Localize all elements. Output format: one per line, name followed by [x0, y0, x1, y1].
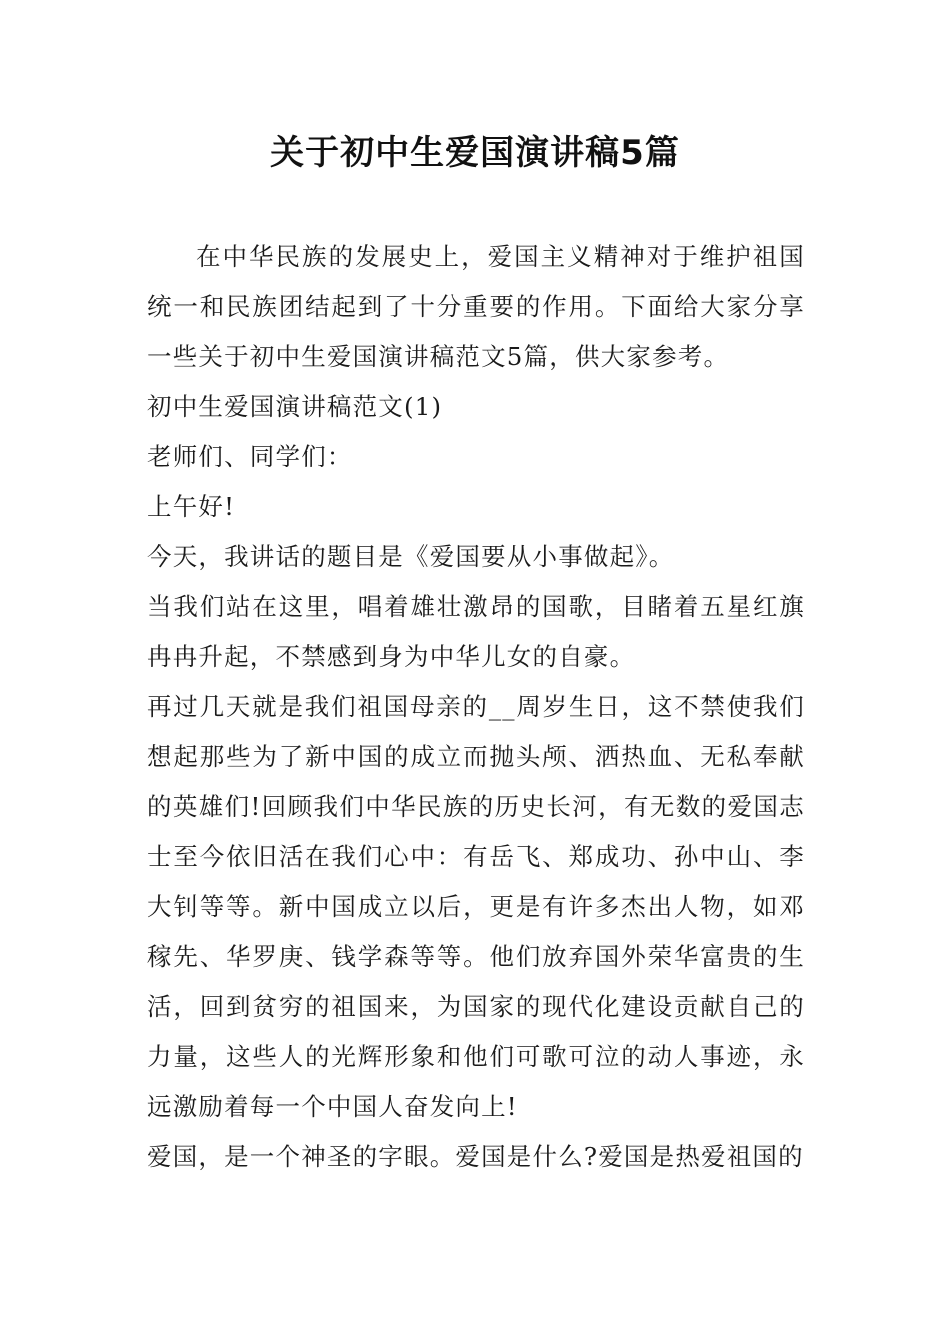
document-title: 关于初中生爱国演讲稿5篇	[270, 133, 680, 173]
body-paragraph: 再过几天就是我们祖国母亲的__周岁生日，这不禁使我们想起那些为了新中国的成立而抛头颅、洒热血、无私奉献的英雄们!回顾我们中华民族的历史长河，有无数的爱国志士至今依旧活在我们心中：有岳飞、郑成功、孙中山、李大钊等等。新中国成立以后，更是有许多杰出人物，如邓稼先、华罗庚、钱学森等等。他们放弃国外荣华富贵的生活，回到贫穷的祖国来，为国家的现代化建设贡献自己的力量，这些人的光辉形象和他们可歌可泣的动人事迹，永远激励着每一个中国人奋发向上!	[147, 692, 805, 1121]
body-paragraph: 当我们站在这里，唱着雄壮激昂的国歌，目睹着五星红旗冉冉升起，不禁感到身为中华儿女的自豪。	[147, 592, 805, 671]
intro-paragraph: 在中华民族的发展史上，爱国主义精神对于维护祖国统一和民族团结起到了十分重要的作用。下面给大家分享一些关于初中生爱国演讲稿范文5篇，供大家参考。	[147, 242, 805, 371]
body-paragraph: 爱国，是一个神圣的字眼。爱国是什么?爱国是热爱祖国的	[147, 1142, 804, 1171]
topic-paragraph: 今天，我讲话的题目是《爱国要从小事做起》。	[147, 542, 675, 571]
salutation-line: 老师们、同学们：	[147, 442, 353, 471]
greeting-line: 上午好!	[147, 492, 236, 521]
document-body	[147, 232, 805, 1182]
section-heading: 初中生爱国演讲稿范文(1)	[147, 392, 443, 421]
